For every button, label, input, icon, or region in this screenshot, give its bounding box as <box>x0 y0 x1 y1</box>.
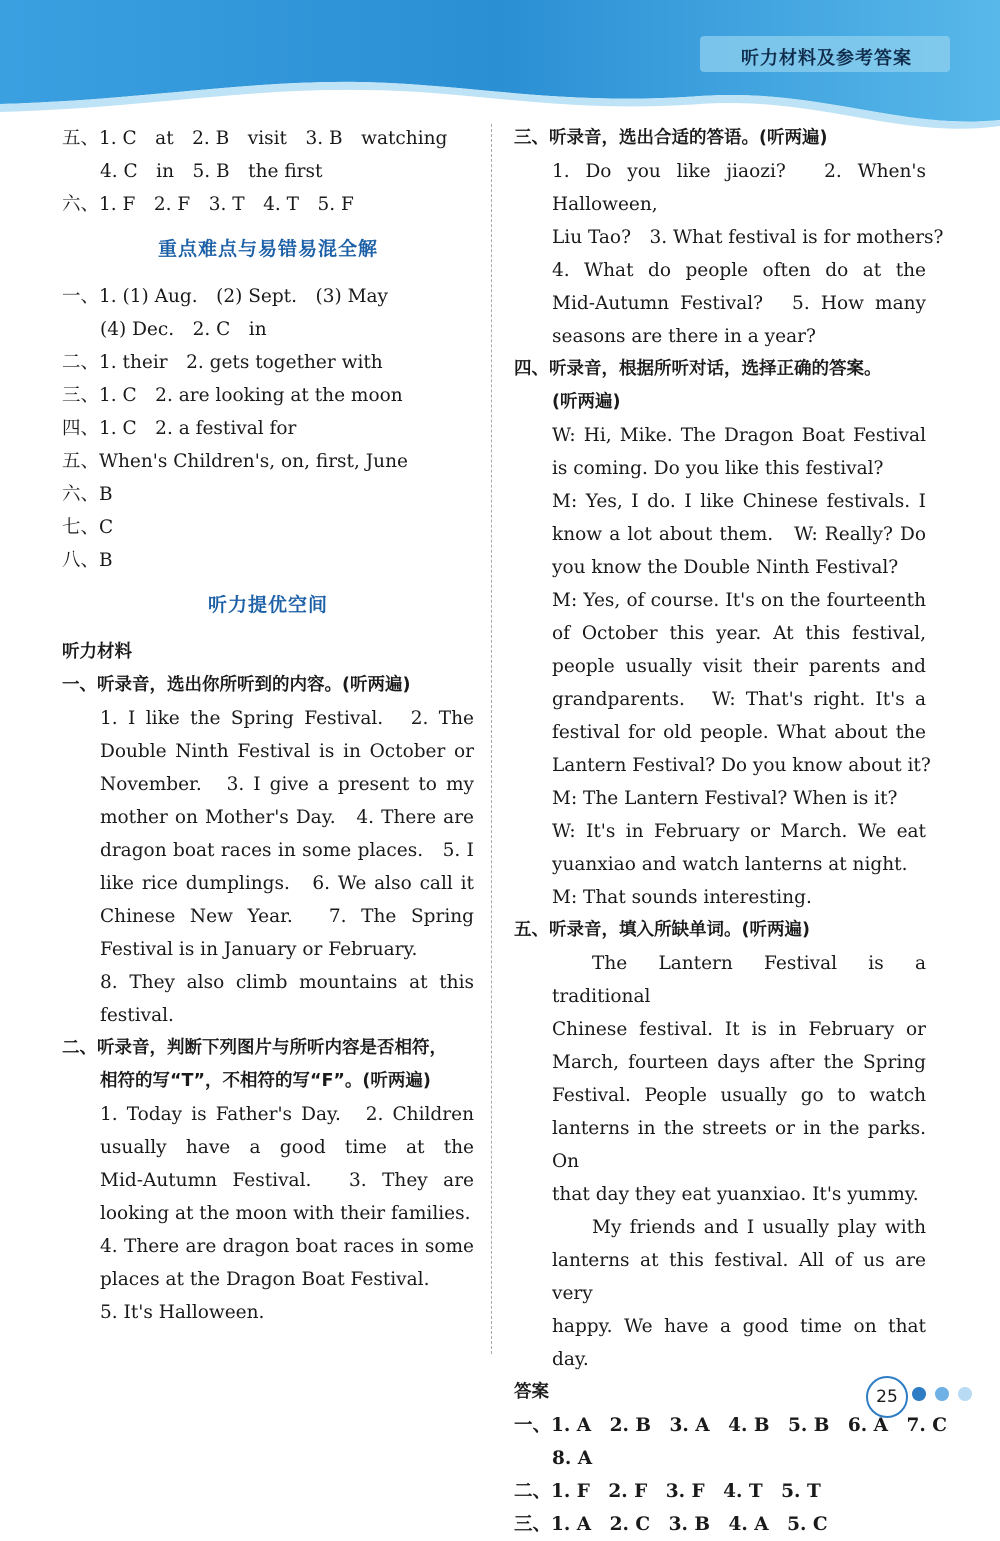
text-line: 1. Do you like jiaozi? 2. When's Halloween, <box>552 161 926 215</box>
answer-line: 三、1. C 2. are looking at the moon <box>62 385 403 406</box>
text-line: grandparents. W: That's right. It's a <box>552 689 926 710</box>
text-line: like rice dumplings. 6. We also call it <box>100 873 474 894</box>
text-line: lanterns in the streets or in the parks. On <box>552 1118 926 1172</box>
question-heading: 二、听录音，判断下列图片与所听内容是否相符， <box>62 1038 447 1058</box>
text-line: Chinese festival. It is in February or <box>552 1019 926 1040</box>
answers-label: 答案 <box>514 1382 549 1402</box>
text-line: 1. I like the Spring Festival. 2. The <box>100 708 474 729</box>
text-line: Chinese New Year. 7. The Spring <box>100 906 474 927</box>
page-header <box>0 0 1000 140</box>
text-line: Festival is in January or February. <box>100 939 418 960</box>
header-wave-banner <box>0 0 1000 140</box>
question-heading: 三、听录音，选出合适的答语。(听两遍) <box>514 128 828 148</box>
text-line: lanterns at this festival. All of us are very <box>552 1250 926 1304</box>
text-line: mother on Mother's Day. 4. There are <box>100 807 474 828</box>
text-line: 4. What do people often do at the <box>552 260 926 281</box>
text-line: Double Ninth Festival is in October or <box>100 741 474 762</box>
text-line: 4. There are dragon boat races in some <box>100 1236 474 1257</box>
answer-line: 一、1. (1) Aug. (2) Sept. (3) May <box>62 286 388 307</box>
section-title-key-points: 重点难点与易错易混全解 <box>157 238 378 260</box>
question-heading: 五、听录音，填入所缺单词。(听两遍) <box>514 920 810 940</box>
left-column <box>62 122 474 1329</box>
text-line: W: It's in February or March. We eat <box>552 821 926 842</box>
text-line: M: Yes, of course. It's on the fourteenth <box>552 590 926 611</box>
answer-line: 五、1. C at 2. B visit 3. B watching <box>62 128 448 149</box>
text-line: Mid-Autumn Festival. 3. They are <box>100 1170 474 1191</box>
text-line: M: That sounds interesting. <box>552 887 812 908</box>
text-line: M: The Lantern Festival? When is it? <box>552 788 898 809</box>
header-title: 听力材料及参考答案 <box>741 48 912 69</box>
q4-text <box>514 419 931 914</box>
text-line: festival for old people. What about the <box>552 722 926 743</box>
text-line: of October this year. At this festival, <box>552 623 926 644</box>
answer-line: 二、1. their 2. gets together with <box>62 352 383 373</box>
text-line: Liu Tao? 3. What festival is for mothers? <box>552 227 944 248</box>
text-line: people usually visit their parents and <box>552 656 926 677</box>
answer-line: 二、1. F 2. F 3. F 4. T 5. T <box>514 1481 821 1502</box>
text-line: 8. They also climb mountains at this <box>100 972 474 993</box>
answer-line: 五、When's Children's, on, first, June <box>62 451 408 472</box>
q5-text <box>514 947 926 1376</box>
text-line: My friends and I usually play with <box>592 1217 926 1238</box>
question-heading: 相符的写“T”，不相符的写“F”。(听两遍) <box>100 1071 431 1091</box>
answer-line: 三、1. A 2. C 3. B 4. A 5. C <box>514 1514 828 1535</box>
text-line: November. 3. I give a present to my <box>100 774 474 795</box>
dot-icon <box>935 1387 949 1401</box>
answer-line: 八、B <box>62 550 113 571</box>
text-line: yuanxiao and watch lanterns at night. <box>552 854 908 875</box>
text-line: that day they eat yuanxiao. It's yummy. <box>552 1184 919 1205</box>
question-heading: (听两遍) <box>552 392 621 412</box>
text-line: usually have a good time at the <box>100 1137 474 1158</box>
text-line: is coming. Do you like this festival? <box>552 458 884 479</box>
text-line: March, fourteen days after the Spring <box>552 1052 926 1073</box>
text-line: happy. We have a good time on that day. <box>552 1316 926 1370</box>
text-line: 1. Today is Father's Day. 2. Children <box>100 1104 474 1125</box>
answer-line: 4. C in 5. B the first <box>100 161 323 182</box>
text-line: Mid-Autumn Festival? 5. How many <box>552 293 926 314</box>
text-line: festival. <box>100 1005 174 1026</box>
text-line: places at the Dragon Boat Festival. <box>100 1269 430 1290</box>
answer-line: 四、1. C 2. a festival for <box>62 418 297 439</box>
answer-line: 六、B <box>62 484 113 505</box>
q1-text <box>62 702 474 1032</box>
text-line: Lantern Festival? Do you know about it? <box>552 755 931 776</box>
answer-line: (4) Dec. 2. C in <box>100 319 267 340</box>
text-line: seasons are there in a year? <box>552 326 816 347</box>
text-line: looking at the moon with their families. <box>100 1203 471 1224</box>
text-line: The Lantern Festival is a traditional <box>552 953 926 1007</box>
column-divider <box>491 124 492 1354</box>
text-line: you know the Double Ninth Festival? <box>552 557 899 578</box>
q2-text <box>62 1098 474 1329</box>
answer-line: 六、1. F 2. F 3. T 4. T 5. F <box>62 194 354 215</box>
dot-icon <box>912 1387 926 1401</box>
dot-icon <box>958 1387 972 1401</box>
answer-line: 七、C <box>62 517 114 538</box>
text-line: W: Hi, Mike. The Dragon Boat Festival <box>552 425 926 446</box>
q3-text <box>514 155 944 353</box>
question-heading: 一、听录音，选出你所听到的内容。(听两遍) <box>62 675 411 695</box>
section-title-listening: 听力提优空间 <box>207 594 328 616</box>
page-decoration-dots <box>912 1386 976 1405</box>
right-column <box>514 122 947 1541</box>
text-line: dragon boat races in some places. 5. I <box>100 840 474 861</box>
text-line: M: Yes, I do. I like Chinese festivals. I <box>552 491 926 512</box>
text-line: know a lot about them. W: Really? Do <box>552 524 926 545</box>
text-line: Festival. People usually go to watch <box>552 1085 926 1106</box>
text-line: 5. It's Halloween. <box>100 1302 265 1323</box>
answer-line: 8. A <box>552 1448 593 1469</box>
answer-line: 一、1. A 2. B 3. A 4. B 5. B 6. A 7. C <box>514 1415 947 1436</box>
question-heading: 四、听录音，根据所听对话，选择正确的答案。 <box>514 359 882 379</box>
page-number: 25 <box>866 1376 908 1418</box>
materials-label: 听力材料 <box>62 642 132 662</box>
